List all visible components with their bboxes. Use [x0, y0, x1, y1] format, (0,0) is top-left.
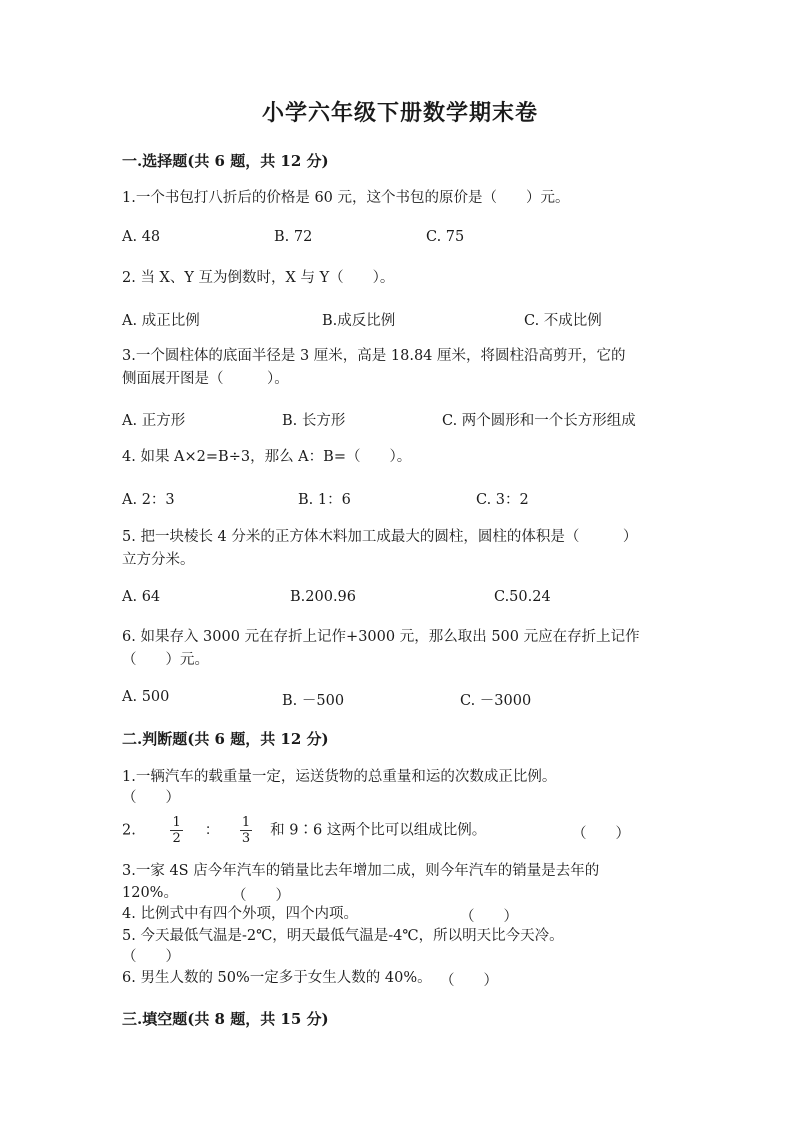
- choice-question-4: 4. 如果 A×2=B÷3，那么 A：B=（ ）。: [122, 449, 412, 465]
- ratio-colon: ：: [204, 822, 220, 839]
- choice-5-option-b: B.200.96: [290, 589, 357, 605]
- choice-4-option-b: B. 1：6: [298, 492, 351, 508]
- judge-2-number: 2.: [122, 822, 136, 839]
- choice-4-option-a: A. 2：3: [122, 492, 175, 508]
- section-heading-judge: 二.判断题(共 6 题，共 12 分): [122, 730, 329, 748]
- choice-1-option-b: B. 72: [274, 229, 313, 245]
- choice-2-option-b: B.成反比例: [322, 313, 396, 329]
- choice-question-3-line-2: 侧面展开图是（ ）。: [122, 371, 289, 387]
- judge-question-6: 6. 男生人数的 50%一定多于女生人数的 40%。: [122, 970, 432, 986]
- choice-5-option-c: C.50.24: [494, 589, 551, 605]
- choice-6-option-b: B. －500: [282, 693, 345, 709]
- judge-question-4: 4. 比例式中有四个外项，四个内项。: [122, 906, 358, 922]
- judge-question-3-line-1: 3.一家 4S 店今年汽车的销量比去年增加二成，则今年汽车的销量是去年的: [122, 863, 600, 879]
- fraction-1-numerator: 1: [172, 815, 181, 830]
- choice-1-option-c: C. 75: [426, 229, 465, 245]
- fraction-one-half: [170, 815, 182, 846]
- section-heading-choice: 一.选择题(共 6 题，共 12 分): [122, 152, 329, 170]
- fraction-2-denominator: 3: [241, 831, 251, 846]
- judge-2-answer-paren: （ ）: [572, 826, 630, 842]
- judge-2-text: 和 9∶6 这两个比可以组成比例。: [270, 822, 487, 839]
- choice-2-option-a: A. 成正比例: [122, 313, 200, 329]
- judge-3-answer-paren: （ ）: [232, 888, 290, 904]
- choice-6-option-c: C. －3000: [460, 693, 532, 709]
- choice-1-option-a: A. 48: [122, 229, 161, 245]
- choice-question-5-line-2: 立方分米。: [122, 552, 195, 568]
- choice-question-6-line-1: 6. 如果存入 3000 元在存折上记作+3000 元，那么取出 500 元应在存折上记作: [122, 629, 640, 645]
- choice-3-option-a: A. 正方形: [122, 413, 186, 429]
- judge-question-5-line-1: 5. 今天最低气温是-2℃，明天最低气温是-4℃，所以明天比今天冷。: [122, 928, 564, 944]
- judge-question-1-line-2: （ ）: [122, 790, 180, 806]
- judge-question-3-line-2: 120%。: [122, 885, 178, 901]
- fraction-one-third: [240, 815, 252, 846]
- judge-4-answer-paren: （ ）: [460, 909, 518, 925]
- judge-question-5-line-2: （ ）: [122, 949, 180, 965]
- judge-question-2: [122, 815, 486, 846]
- judge-question-1-line-1: 1.一辆汽车的载重量一定，运送货物的总重量和运的次数成正比例。: [122, 769, 557, 785]
- choice-6-option-a: A. 500: [122, 689, 170, 705]
- choice-question-3-line-1: 3.一个圆柱体的底面半径是 3 厘米，高是 18.84 厘米，将圆柱沿高剪开，它的: [122, 348, 626, 364]
- fraction-2-numerator: 1: [241, 815, 251, 830]
- choice-2-option-c: C. 不成比例: [524, 313, 602, 329]
- choice-3-option-c: C. 两个圆形和一个长方形组成: [442, 413, 636, 429]
- page-title: 小学六年级下册数学期末卷: [261, 100, 538, 126]
- choice-4-option-c: C. 3：2: [476, 492, 529, 508]
- choice-question-6-line-2: （ ）元。: [122, 652, 209, 668]
- choice-3-option-b: B. 长方形: [282, 413, 346, 429]
- judge-6-answer-paren: （ ）: [440, 973, 498, 989]
- choice-question-2: 2. 当 X、Y 互为倒数时，X 与 Y（ ）。: [122, 270, 395, 286]
- fraction-1-denominator: 2: [172, 831, 181, 846]
- section-heading-fill: 三.填空题(共 8 题，共 15 分): [122, 1010, 329, 1028]
- choice-question-1: 1.一个书包打八折后的价格是 60 元，这个书包的原价是（ ）元。: [122, 190, 570, 206]
- choice-question-5-line-1: 5. 把一块棱长 4 分米的正方体木料加工成最大的圆柱，圆柱的体积是（ ）: [122, 529, 638, 545]
- choice-5-option-a: A. 64: [122, 589, 161, 605]
